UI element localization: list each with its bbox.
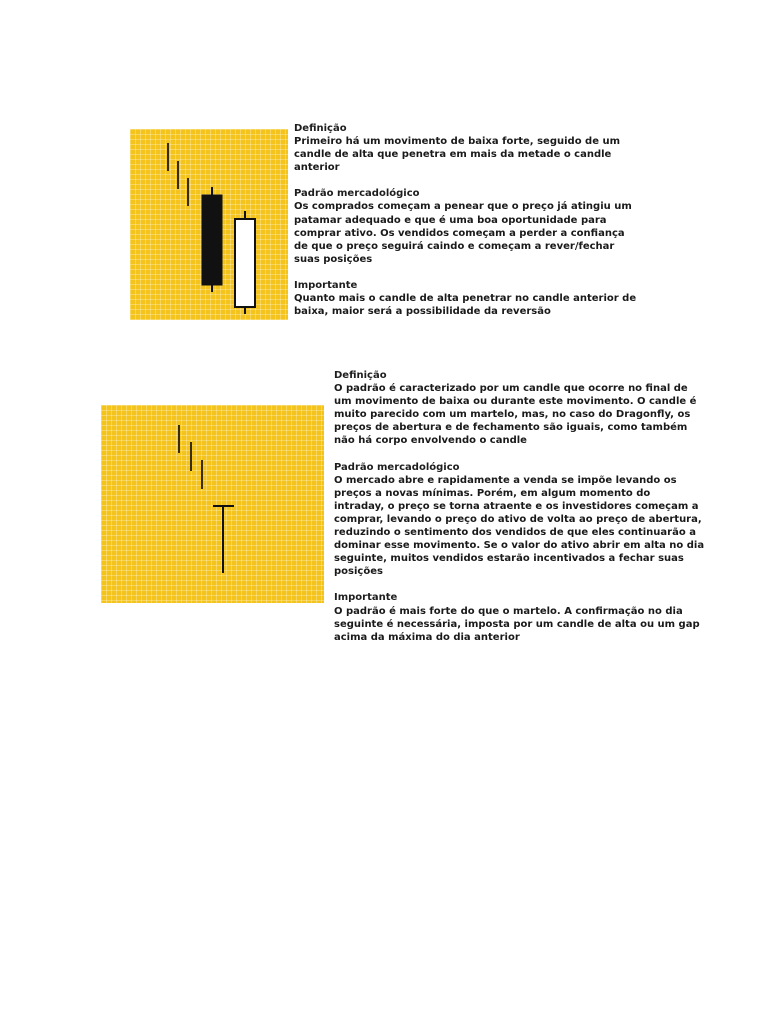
- candlestick-drawing: [101, 405, 324, 603]
- market-line: de que o preço seguirá caindo e começam a rever/fechar: [294, 240, 615, 252]
- important-heading: Importante: [294, 279, 358, 291]
- market-line: seguinte, muitos vendidos estarão incentivados a fechar suas: [334, 553, 684, 565]
- definition-line: O padrão é caracterizado por um candle que ocorre no final de: [334, 383, 688, 395]
- definition-line: um movimento de baixa ou durante este movimento. O candle é: [334, 396, 697, 408]
- market-line: suas posições: [294, 253, 373, 265]
- market-line: O mercado abre e rapidamente a venda se impõe levando os: [334, 474, 677, 486]
- market-line: comprar, levando o preço do ativo de volta ao preço de abertura,: [334, 513, 702, 525]
- market-line: patamar adequado e que é uma boa oportunidade para: [294, 214, 607, 226]
- bearish-candle-body: [202, 195, 222, 285]
- candlestick-drawing: [130, 129, 288, 320]
- important-line: baixa, maior será a possibilidade da reversão: [294, 306, 551, 318]
- important-line: acima da máxima do dia anterior: [334, 631, 520, 643]
- definition-heading: Definição: [334, 370, 387, 381]
- definition-line: preços de abertura e de fechamento são iguais, como também: [334, 422, 688, 434]
- piercing-pattern-illustration: [130, 129, 288, 320]
- important-line: O padrão é mais forte do que o martelo. A confirmação no dia: [334, 605, 683, 617]
- pattern1-text: [294, 122, 637, 318]
- market-line: intraday, o preço se torna atraente e os investidores começam a: [334, 500, 699, 512]
- market-line: Os comprados começam a penear que o preço já atingiu um: [294, 201, 632, 213]
- definition-line: anterior: [294, 162, 340, 174]
- definition-line: candle de alta que penetra em mais da metade o candle: [294, 149, 612, 161]
- pattern2-text: [334, 369, 705, 644]
- important-heading: Importante: [334, 592, 398, 604]
- market-line: comprar ativo. Os vendidos começam a perder a confiança: [294, 227, 625, 239]
- market-line: posições: [334, 566, 383, 578]
- important-line: Quanto mais o candle de alta penetrar no candle anterior de: [294, 293, 637, 305]
- definition-heading: Definição: [294, 123, 347, 134]
- market-heading: Padrão mercadológico: [334, 461, 460, 473]
- definition-line: Primeiro há um movimento de baixa forte, seguido de um: [294, 136, 621, 148]
- dragonfly-doji-illustration: [101, 405, 324, 603]
- bullish-candle-body: [235, 219, 255, 307]
- market-line: dominar esse movimento. Se o valor do ativo abrir em alta no dia: [334, 540, 705, 552]
- market-line: preços a novas mínimas. Porém, em algum momento do: [334, 487, 651, 499]
- market-line: reduzindo o sentimento dos vendidos de que eles continuarão a: [334, 527, 696, 539]
- important-line: seguinte é necessária, imposta por um candle de alta ou um gap: [334, 618, 700, 630]
- definition-line: muito parecido com um martelo, mas, no caso do Dragonfly, os: [334, 409, 691, 421]
- market-heading: Padrão mercadológico: [294, 188, 420, 200]
- definition-line: não há corpo envolvendo o candle: [334, 435, 527, 447]
